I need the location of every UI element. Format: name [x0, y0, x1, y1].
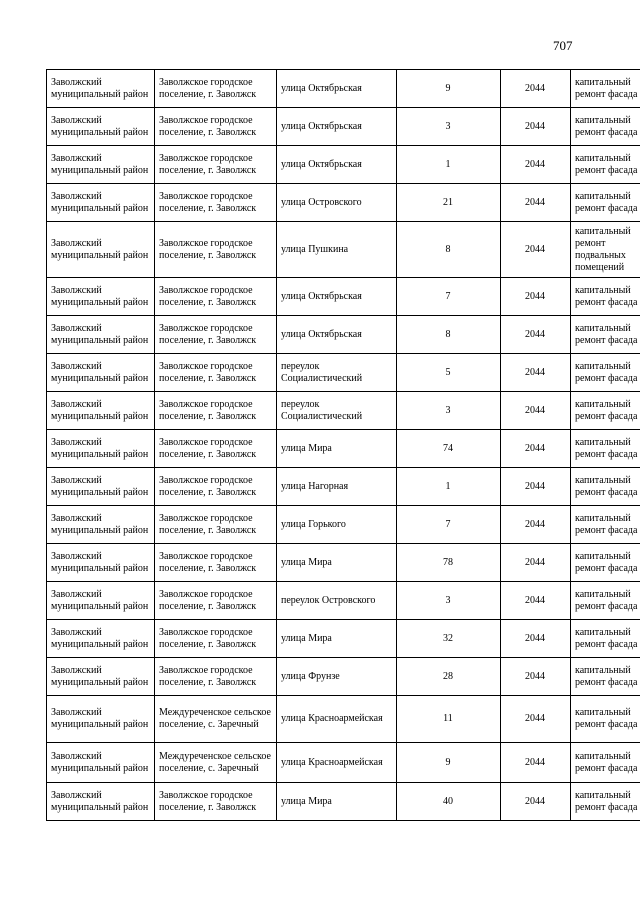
street-cell: улица Красноармейская	[277, 743, 397, 783]
table-row	[47, 278, 640, 316]
work-type-cell: капитальный ремонт фасада	[571, 184, 640, 222]
street-cell: улица Октябрьская	[277, 316, 397, 354]
house-number-cell: 1	[397, 146, 501, 184]
settlement-cell: Заволжское городское поселение, г. Заволжск	[155, 620, 277, 658]
street-cell: переулок Социалистический	[277, 392, 397, 430]
year-cell: 2044	[501, 468, 571, 506]
district-cell: Заволжский муниципальный район	[47, 783, 155, 821]
district-cell: Заволжский муниципальный район	[47, 222, 155, 278]
table-row	[47, 108, 640, 146]
work-type-cell: капитальный ремонт фасада	[571, 468, 640, 506]
district-cell: Заволжский муниципальный район	[47, 743, 155, 783]
year-cell: 2044	[501, 222, 571, 278]
district-cell: Заволжский муниципальный район	[47, 146, 155, 184]
settlement-cell: Заволжское городское поселение, г. Заволжск	[155, 392, 277, 430]
year-cell: 2044	[501, 430, 571, 468]
year-cell: 2044	[501, 70, 571, 108]
street-cell: улица Мира	[277, 430, 397, 468]
district-cell: Заволжский муниципальный район	[47, 392, 155, 430]
house-number-cell: 8	[397, 222, 501, 278]
street-cell: переулок Социалистический	[277, 354, 397, 392]
year-cell: 2044	[501, 658, 571, 696]
street-cell: улица Красноармейская	[277, 696, 397, 743]
street-cell: переулок Островского	[277, 582, 397, 620]
house-number-cell: 7	[397, 278, 501, 316]
district-cell: Заволжский муниципальный район	[47, 620, 155, 658]
table-row	[47, 354, 640, 392]
district-cell: Заволжский муниципальный район	[47, 70, 155, 108]
house-number-cell: 3	[397, 582, 501, 620]
work-type-cell: капитальный ремонт фасада	[571, 743, 640, 783]
house-number-cell: 28	[397, 658, 501, 696]
work-type-cell: капитальный ремонт фасада	[571, 544, 640, 582]
table-row	[47, 184, 640, 222]
settlement-cell: Заволжское городское поселение, г. Заволжск	[155, 222, 277, 278]
district-cell: Заволжский муниципальный район	[47, 278, 155, 316]
work-type-cell: капитальный ремонт фасада	[571, 146, 640, 184]
house-number-cell: 40	[397, 783, 501, 821]
settlement-cell: Заволжское городское поселение, г. Заволжск	[155, 658, 277, 696]
table-row	[47, 620, 640, 658]
house-number-cell: 78	[397, 544, 501, 582]
table-row	[47, 743, 640, 783]
table-row	[47, 146, 640, 184]
street-cell: улица Нагорная	[277, 468, 397, 506]
table-row	[47, 696, 640, 743]
street-cell: улица Октябрьская	[277, 278, 397, 316]
street-cell: улица Островского	[277, 184, 397, 222]
work-type-cell: капитальный ремонт фасада	[571, 316, 640, 354]
district-cell: Заволжский муниципальный район	[47, 430, 155, 468]
district-cell: Заволжский муниципальный район	[47, 582, 155, 620]
year-cell: 2044	[501, 506, 571, 544]
table-row	[47, 468, 640, 506]
district-cell: Заволжский муниципальный район	[47, 468, 155, 506]
table-row	[47, 544, 640, 582]
page-number: 707	[553, 38, 573, 53]
table-row	[47, 430, 640, 468]
work-type-cell: капитальный ремонт фасада	[571, 696, 640, 743]
district-cell: Заволжский муниципальный район	[47, 696, 155, 743]
district-cell: Заволжский муниципальный район	[47, 506, 155, 544]
house-number-cell: 9	[397, 743, 501, 783]
house-number-cell: 3	[397, 392, 501, 430]
street-cell: улица Фрунзе	[277, 658, 397, 696]
year-cell: 2044	[501, 354, 571, 392]
settlement-cell: Заволжское городское поселение, г. Заволжск	[155, 184, 277, 222]
settlement-cell: Междуреченское сельское поселение, с. Заречный	[155, 743, 277, 783]
settlement-cell: Заволжское городское поселение, г. Заволжск	[155, 278, 277, 316]
settlement-cell: Заволжское городское поселение, г. Заволжск	[155, 582, 277, 620]
year-cell: 2044	[501, 392, 571, 430]
year-cell: 2044	[501, 108, 571, 146]
table-row	[47, 222, 640, 278]
year-cell: 2044	[501, 146, 571, 184]
work-type-cell: капитальный ремонт фасада	[571, 354, 640, 392]
house-number-cell: 7	[397, 506, 501, 544]
table-row	[47, 392, 640, 430]
repair-schedule-table	[46, 69, 640, 821]
street-cell: улица Октябрьская	[277, 70, 397, 108]
house-number-cell: 9	[397, 70, 501, 108]
settlement-cell: Заволжское городское поселение, г. Заволжск	[155, 316, 277, 354]
table-row	[47, 316, 640, 354]
street-cell: улица Октябрьская	[277, 108, 397, 146]
work-type-cell: капитальный ремонт подвальных помещений	[571, 222, 640, 278]
house-number-cell: 32	[397, 620, 501, 658]
settlement-cell: Заволжское городское поселение, г. Заволжск	[155, 783, 277, 821]
street-cell: улица Пушкина	[277, 222, 397, 278]
street-cell: улица Мира	[277, 783, 397, 821]
district-cell: Заволжский муниципальный район	[47, 544, 155, 582]
work-type-cell: капитальный ремонт фасада	[571, 430, 640, 468]
house-number-cell: 8	[397, 316, 501, 354]
year-cell: 2044	[501, 316, 571, 354]
table-row	[47, 658, 640, 696]
district-cell: Заволжский муниципальный район	[47, 108, 155, 146]
year-cell: 2044	[501, 544, 571, 582]
table-body	[47, 70, 640, 821]
settlement-cell: Междуреченское сельское поселение, с. Заречный	[155, 696, 277, 743]
year-cell: 2044	[501, 620, 571, 658]
settlement-cell: Заволжское городское поселение, г. Заволжск	[155, 544, 277, 582]
settlement-cell: Заволжское городское поселение, г. Заволжск	[155, 146, 277, 184]
work-type-cell: капитальный ремонт фасада	[571, 392, 640, 430]
house-number-cell: 5	[397, 354, 501, 392]
year-cell: 2044	[501, 278, 571, 316]
district-cell: Заволжский муниципальный район	[47, 316, 155, 354]
settlement-cell: Заволжское городское поселение, г. Заволжск	[155, 468, 277, 506]
street-cell: улица Октябрьская	[277, 146, 397, 184]
street-cell: улица Мира	[277, 544, 397, 582]
table-row	[47, 506, 640, 544]
house-number-cell: 3	[397, 108, 501, 146]
work-type-cell: капитальный ремонт фасада	[571, 278, 640, 316]
table-row	[47, 783, 640, 821]
work-type-cell: капитальный ремонт фасада	[571, 658, 640, 696]
settlement-cell: Заволжское городское поселение, г. Заволжск	[155, 354, 277, 392]
district-cell: Заволжский муниципальный район	[47, 658, 155, 696]
year-cell: 2044	[501, 743, 571, 783]
settlement-cell: Заволжское городское поселение, г. Заволжск	[155, 506, 277, 544]
street-cell: улица Горького	[277, 506, 397, 544]
work-type-cell: капитальный ремонт фасада	[571, 620, 640, 658]
year-cell: 2044	[501, 184, 571, 222]
settlement-cell: Заволжское городское поселение, г. Заволжск	[155, 108, 277, 146]
settlement-cell: Заволжское городское поселение, г. Заволжск	[155, 430, 277, 468]
house-number-cell: 21	[397, 184, 501, 222]
work-type-cell: капитальный ремонт фасада	[571, 108, 640, 146]
work-type-cell: капитальный ремонт фасада	[571, 70, 640, 108]
year-cell: 2044	[501, 783, 571, 821]
work-type-cell: капитальный ремонт фасада	[571, 783, 640, 821]
house-number-cell: 1	[397, 468, 501, 506]
street-cell: улица Мира	[277, 620, 397, 658]
table-row	[47, 582, 640, 620]
work-type-cell: капитальный ремонт фасада	[571, 582, 640, 620]
district-cell: Заволжский муниципальный район	[47, 184, 155, 222]
work-type-cell: капитальный ремонт фасада	[571, 506, 640, 544]
year-cell: 2044	[501, 696, 571, 743]
district-cell: Заволжский муниципальный район	[47, 354, 155, 392]
house-number-cell: 11	[397, 696, 501, 743]
year-cell: 2044	[501, 582, 571, 620]
settlement-cell: Заволжское городское поселение, г. Заволжск	[155, 70, 277, 108]
house-number-cell: 74	[397, 430, 501, 468]
table-row	[47, 70, 640, 108]
